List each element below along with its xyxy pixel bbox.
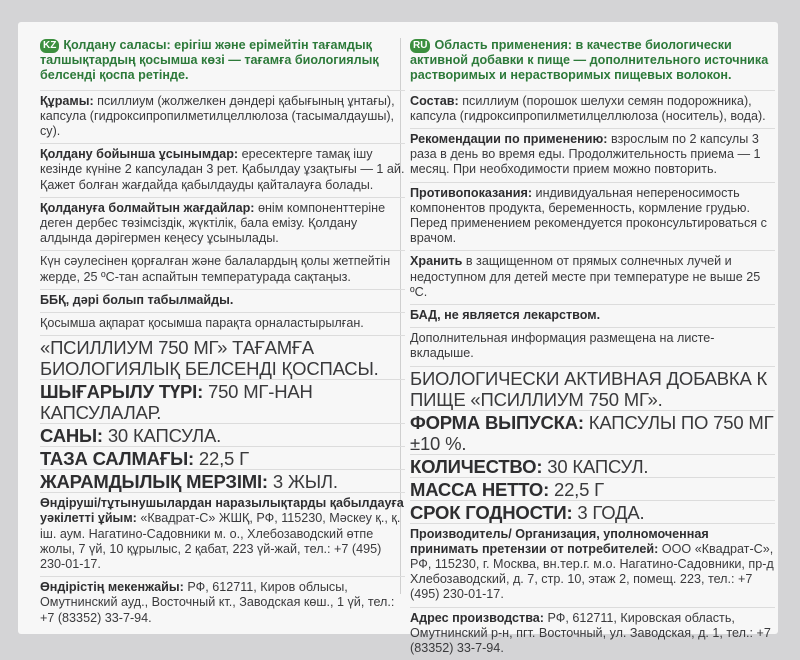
kazakh-column (40, 38, 405, 630)
kz-production-address: Өндірістің мекенжайы: РФ, 612711, Киров облысы, Омутнинский ауд., Восточный кт., Заводская көш., 1 үй, тел.: +7 (83352) 33-7-94. (40, 576, 405, 626)
ru-extra-info: Дополнительная информация размещена на листе-вкладыше. (410, 327, 775, 361)
ru-heading: RU Область применения: в качестве биологически активной добавки к пище — дополнительного источника растворимых и нерастворимых пищевых волокон. (410, 38, 769, 83)
ru-shelf-life: СРОК ГОДНОСТИ: 3 ГОДА. (410, 500, 775, 523)
kz-quantity: САНЫ: 30 КАПСУЛА. (40, 423, 405, 446)
ru-quantity: КОЛИЧЕСТВО: 30 КАПСУЛ. (410, 454, 775, 477)
kz-contraindications: Қолдануға болмайтын жағдайлар: өнім компоненттеріне деген дербес төзімсіздік, жүктілік, бала емізу. Қолдану алдында дәрігермен кеңесу ұсынылады. (40, 197, 405, 247)
kz-shelf-life: ЖАРАМДЫЛЫҚ МЕРЗІМІ: 3 ЖЫЛ. (40, 469, 405, 492)
kz-manufacturer: Өндіруші/тұтынушылардан наразылықтарды қабылдауға уәкілетті ұйым: «Квадрат-С» ЖШҚ, РФ, 115230, Мәскеу қ., қ. іш. аум. Нагатино-Садовники м. о., Хлебозаводский өтпе жолы, 7 үй, 10 құрылыс, 2 қабат, 223 үй-жай, тел.: +7 (495) 230-01-17. (40, 492, 405, 572)
kz-extra-info: Қосымша ақпарат қосымша парақта орналастырылған. (40, 312, 405, 331)
ru-net-mass: МАССА НЕТТО: 22,5 Г (410, 477, 775, 500)
ru-production-address: Адрес производства: РФ, 612711, Кировская область, Омутнинский р-н, пгт. Восточный, ул. Заводская, д. 1, тел.: +7 (83352) 33-7-94. (410, 607, 775, 657)
kz-heading: KZ Қолдану саласы: ерігіш және ерімейтін тағамдық талшықтардың қосымша көзі — тағамға биологиялық белсенді қоспа ретінде. (40, 38, 379, 83)
ru-composition: Состав: псиллиум (порошок шелухи семян подорожника), капсула (гидроксипропилметилцеллюлоза (носитель), вода). (410, 90, 775, 124)
ru-form: ФОРМА ВЫПУСКА: КАПСУЛЫ ПО 750 МГ ±10 %. (410, 411, 774, 454)
kz-usage: Қолдану бойынша ұсынымдар: ересектерге тамақ ішу кезінде күніне 2 капсуладан 3 рет. Қабылдау ұзақтығы — 1 ай. Қажет болған жағдайда қабылдауды қайталауға болады. (40, 143, 405, 193)
kz-product-title: «ПСИЛЛИУМ 750 МГ» ТАҒАМҒА БИОЛОГИЯЛЫҚ БЕЛСЕНДІ ҚОСПАСЫ. (40, 335, 405, 379)
kz-composition: Құрамы: псиллиум (жолжелкен дәндері қабығының ұнтағы), капсула (гидроксипропилметилцеллюлоза (тасымалдаушы), су). (40, 90, 405, 140)
kz-not-drug: ББҚ, дәрі болып табылмайды. (40, 289, 405, 308)
ru-not-drug: БАД, не является лекарством. (410, 304, 775, 323)
ru-manufacturer: Производитель/ Организация, уполномоченная принимать претензии от потребителей: ООО «Квадрат-С», РФ, 115230, г. Москва, вн.тер.г. м.о. Нагатино-Садовники, пр-д Хлебозаводский, д. 7, стр. 10, этаж 2, помещ. 223, тел.: +7 (495) 230-01-17. (410, 523, 775, 603)
ru-product-title: БИОЛОГИЧЕСКИ АКТИВНАЯ ДОБАВКА К ПИЩЕ «ПСИЛЛИУМ 750 МГ». (410, 366, 775, 410)
ru-contraindications: Противопоказания: индивидуальная непереносимость компонентов продукта, беременность, кормление грудью. Перед применением рекомендуется проконсультироваться с врачом. (410, 182, 775, 247)
ru-usage: Рекомендации по применению: взрослым по 2 капсулы 3 раза в день во время еды. Продолжительность приема — 1 месяц. При необходимости прием можно повторить. (410, 128, 775, 178)
kz-storage: Күн сәулесінен қорғалған және балалардың қолы жетпейтін жерде, 25 ºС-тан аспайтын температурада сақтаңыз. (40, 250, 405, 284)
kz-form: ШЫҒАРЫЛУ ТҮРІ: 750 МГ-НАН КАПСУЛАЛАР. (40, 379, 405, 423)
kz-net-mass: ТАЗА САЛМАҒЫ: 22,5 Г (40, 446, 405, 469)
russian-column (410, 38, 775, 660)
ru-lang-badge: RU (410, 39, 430, 53)
kz-lang-badge: KZ (40, 39, 59, 53)
ru-storage: Хранить в защищенном от прямых солнечных лучей и недоступном для детей месте при температуре не выше 25 ºС. (410, 250, 775, 300)
